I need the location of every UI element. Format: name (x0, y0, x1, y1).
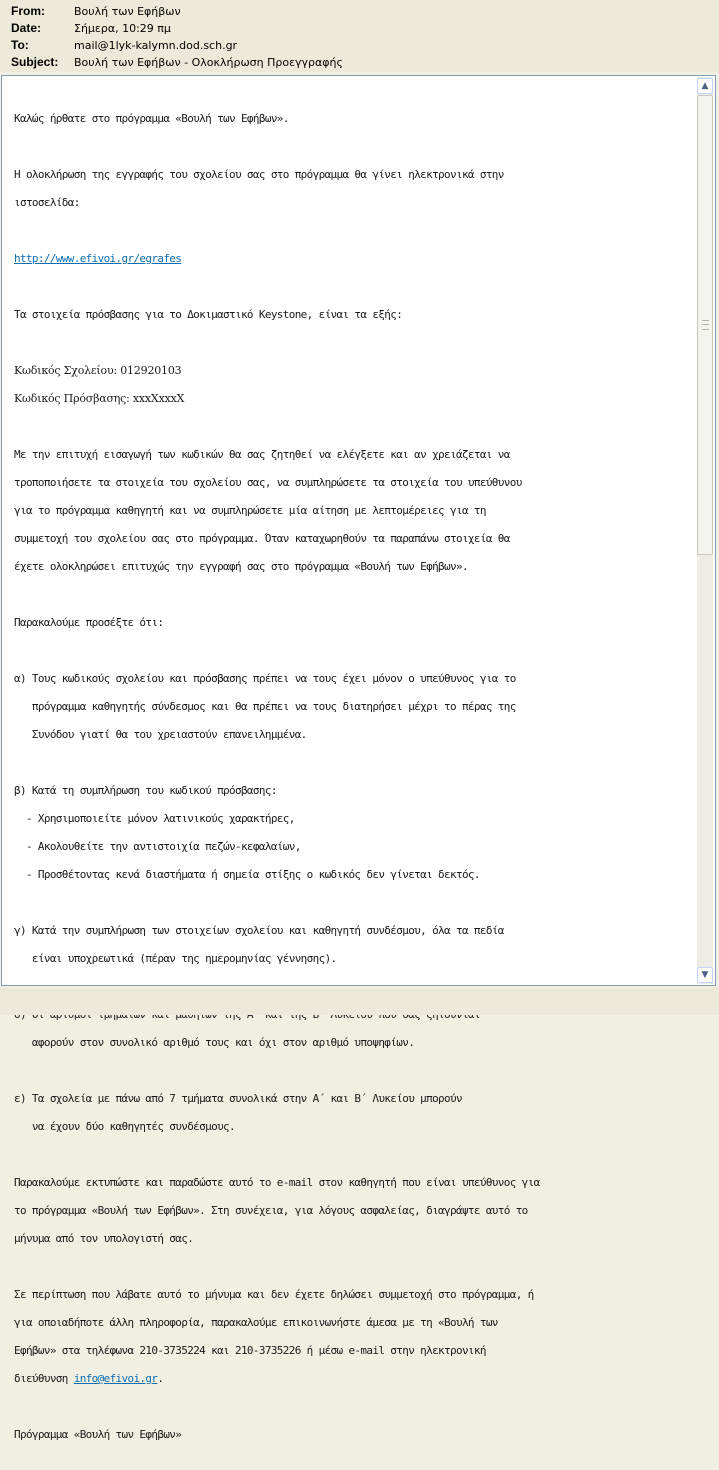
body-line: - Προσθέτοντας κενά διαστήματα ή σημεία στίξης ο κωδικός δεν γίνεται δεκτός. (14, 868, 480, 881)
scroll-up-button[interactable] (697, 78, 713, 94)
signature: Πρόγραμμα «Βουλή των Εφήβων» (14, 1428, 182, 1441)
greeting: Καλώς ήρθατε στο πρόγραμμα «Βουλή των Εφήβων». (14, 112, 289, 125)
school-code-value: 012920103 (120, 364, 182, 377)
body-line: Η ολοκλήρωση της εγγραφής του σχολείου σας στο πρόγραμμα θα γίνει ηλεκτρονικά στην (14, 168, 504, 181)
body-line: Σε περίπτωση που λάβατε αυτό το μήνυμα και δεν έχετε δηλώσει συμμετοχή στο πρόγραμμα, ή (14, 1288, 534, 1301)
body-line: - Χρησιμοποιείτε μόνον λατινικούς χαρακτήρες, (14, 812, 295, 825)
to-label: To: (11, 38, 29, 52)
body-line: Παρακαλούμε προσέξτε ότι: (14, 616, 164, 629)
date-value: Σήμερα, 10:29 πμ (74, 22, 171, 35)
access-code-value: xxxXxxxX (132, 392, 185, 405)
school-code-label: Κωδικός Σχολείου: (14, 364, 121, 377)
chevron-down-icon: ▼ (701, 970, 709, 980)
vertical-scrollbar[interactable] (697, 77, 713, 984)
body-line: β) Κατά τη συμπλήρωση του κωδικού πρόσβασης: (14, 784, 277, 797)
to-value[interactable]: mail@1lyk-kalymn.dod.sch.gr (74, 39, 238, 52)
body-line (14, 1372, 682, 1386)
body-line: Συνόδου γιατί θα του χρειαστούν επανειλημμένα. (14, 728, 307, 741)
grip-icon (702, 320, 709, 330)
from-value[interactable]: Βουλή των Εφήβων (74, 5, 181, 18)
chevron-up-icon: ▲ (701, 81, 709, 91)
body-line: Με την επιτυχή εισαγωγή των κωδικών θα σας ζητηθεί να ελέγξετε και αν χρειάζεται να (14, 448, 510, 461)
body-line: Τα στοιχεία πρόσβασης για το Δοκιμαστικό Keystone, είναι τα εξής: (14, 308, 403, 321)
body-line-prefix: διεύθυνση (14, 1372, 74, 1385)
body-line: για το πρόγραμμα καθηγητή και να συμπληρώσετε μία αίτηση με λεπτομέρειες για τη (14, 504, 486, 517)
body-line: αφορούν στον συνολικό αριθμό τους και όχι στον αριθμό υποψηφίων. (14, 1036, 415, 1049)
body-line: συμμετοχή του σχολείου σας στο πρόγραμμα. Όταν καταχωρηθούν τα παραπάνω στοιχεία θα (14, 532, 510, 545)
body-line: να έχουν δύο καθηγητές συνδέσμους. (14, 1120, 235, 1133)
message-body (14, 98, 682, 1470)
status-bar (0, 988, 719, 1015)
body-line: Παρακαλούμε εκτυπώστε και παραδώστε αυτό το e-mail στον καθηγητή που είναι υπεύθυνος για (14, 1176, 540, 1189)
message-body-pane[interactable] (1, 75, 716, 1441)
body-line: τροποποιήσετε τα στοιχεία του σχολείου σας, να συμπληρώσετε τα στοιχεία του υπεύθυνου (14, 476, 522, 489)
body-line: για οποιαδήποτε άλλη πληροφορία, παρακαλούμε επικοινωνήστε άμεσα με τη «Βουλή των (14, 1316, 498, 1329)
body-line: γ) Κατά την συμπλήρωση των στοιχείων σχολείου και καθηγητή συνδέσμου, όλα τα πεδία (14, 924, 504, 937)
body-line: ιστοσελίδα: (14, 196, 80, 209)
scroll-thumb[interactable] (697, 95, 713, 555)
access-code-label: Κωδικός Πρόσβασης: (14, 392, 133, 405)
body-line: - Ακολουθείτε την αντιστοιχία πεζών-κεφαλαίων, (14, 840, 301, 853)
registration-link[interactable]: http://www.efivoi.gr/egrafes (14, 252, 182, 265)
email-link[interactable]: info@efivoi.gr (73, 1372, 158, 1385)
school-code-line (14, 364, 682, 378)
scroll-down-button[interactable] (697, 967, 713, 983)
from-label: From: (11, 4, 45, 18)
body-line: ε) Τα σχολεία με πάνω από 7 τμήματα συνολικά στην Α΄ και Β΄ Λυκείου μπορούν (14, 1092, 462, 1105)
body-line: μήνυμα από τον υπολογιστή σας. (14, 1232, 194, 1245)
body-line: Εφήβων» στα τηλέφωνα 210-3735224 και 210-3735226 ή μέσω e-mail στην ηλεκτρονική (14, 1344, 486, 1357)
message-header (0, 0, 719, 72)
access-code-line (14, 392, 682, 406)
body-line-suffix: . (157, 1372, 164, 1385)
date-label: Date: (11, 21, 42, 35)
subject-value: Βουλή των Εφήβων - Ολοκλήρωση Προεγγραφής (74, 56, 343, 69)
subject-label: Subject: (11, 55, 59, 69)
body-line: α) Τους κωδικούς σχολείου και πρόσβασης πρέπει να τους έχει μόνον ο υπεύθυνος για το (14, 672, 516, 685)
body-line: είναι υποχρεωτικά (πέραν της ημερομηνίας γέννησης). (14, 952, 337, 965)
body-line: το πρόγραμμα «Βουλή των Εφήβων». Στη συνέχεια, για λόγους ασφαλείας, διαγράψτε αυτό το (14, 1204, 528, 1217)
body-line: πρόγραμμα καθηγητής σύνδεσμος και θα πρέπει να τους διατηρήσει μέχρι το πέρας της (14, 700, 516, 713)
body-line: έχετε ολοκληρώσει επιτυχώς την εγγραφή σας στο πρόγραμμα «Βουλή των Εφήβων». (14, 560, 468, 573)
